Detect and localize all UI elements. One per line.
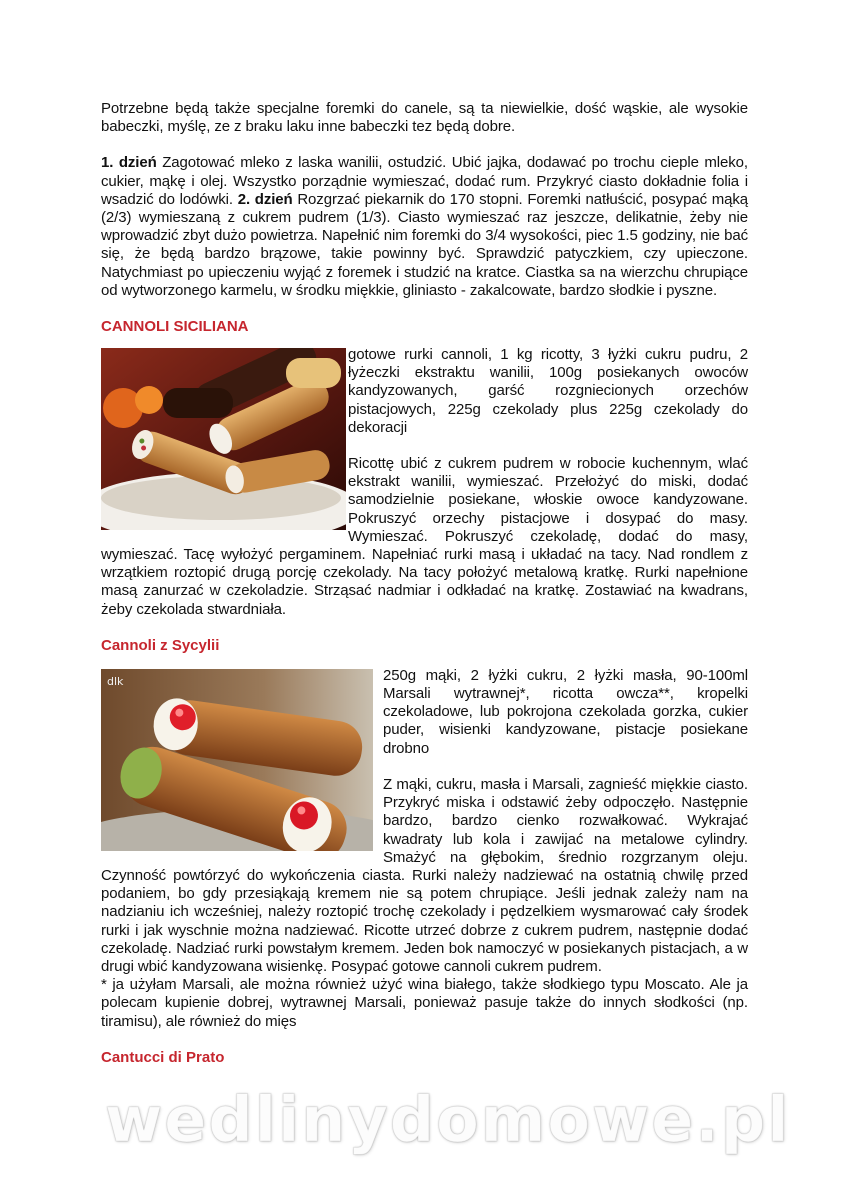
section-title-cannoli-z-sycylii: Cannoli z Sycylii [101, 636, 220, 654]
cannoli-siciliana-method: Ricottę ubić z cukrem pudrem w robocie kuchennym, wlać ekstrakt wanilii, wymieszać. Przełożyć do miski, dodać samodzielnie posiekane, włoskie owoce kandyzowane. Pokruszyć orzechy pistacjowe i dosypać do masy. Wymieszać. Pokruszyć czekoladę, dodać do masy, wymieszać. Tacę wyłożyć pergaminem. Napełniać rurki masą i układać na tacy. Nad rondlem z wrzątkiem roztopić drugą porcję czekolady. Na tacy położyć metalową kratkę. Rurki napełnione masą zanurzać w czekoladzie. Strząsać nadmiar i odkładać na kratkę. Zostawiać na kwadrans, żeby czekolada stwardniała. [101, 455, 748, 618]
cannoli-sycylii-ingredients: 250g mąki, 2 łyżki cukru, 2 łyżki masła, 90-100ml Marsali wytrawnej*, ricotta owcza**, kropelki czekoladowe, lub pokrojona czekolada gorzka, cukier puder, wisienki kandyzowane, pistacje posiekane drobno [383, 666, 748, 757]
cannoli-siciliana-photo [101, 348, 346, 530]
photo-watermark: dlk [107, 674, 124, 688]
cannoli-sycylii-method: Z mąki, cukru, masła i Marsali, zagnieść miękkie ciasto. Przykryć miska i odstawić żeby odpoczęło. Następnie bardzo, bardzo cienko rozwałkować. Wykrajać kwadraty lub kola i zawijać na metalowe cylindry. Smażyć na głębokim, średnio rozgrzanym oleju. Czynność powtórzyć do wykończenia ciasta. Rurki należy nadziewać na ostatnią chwilę przed podaniem, bo gdy przesiąkają kremem nie są potem chrupiące. Jeśli jednak zależy nam na nadzianiu ich wcześniej, należy roztopić trochę czekolady i pędzelkiem wysmarować cały środek rurki i jak wyschnie można nadziewać. Ricotte utrzeć dobrze z cukrem pudrem, następnie dodać czekoladę. Nadziać rurki powstałym kremem. Jeden bok namoczyć w posiekanych pistacjach, a w drugi wbić kandyzowana wisienkę. Posypać gotowe cannoli cukrem pudrem. [101, 775, 748, 975]
day2-text: Rozgrzać piekarnik do 170 stopni. Foremki natłuścić, posypać mąką (2/3) wymieszaną z cukrem pudrem (1/3). Ciasto wymieszać raz jeszcze, delikatnie, żeby nie wprowadzić zbyt dużo powietrza. Napełnić nim foremki do 3/4 wysokości, piec 1.5 godziny, nie bać się, że będą bardzo brązowe, takie powinny być. Sprawdzić patyczkiem, czy upieczone. Natychmiast po upieczeniu wyjąć z foremek i studzić na kratce. Ciastka sa na wierzchu chrupiące od wytworzonego karmelu, w środku miękkie, gliniasto - zakalcowate, bardzo słodkie i pyszne. [101, 190, 748, 299]
canele-recipe-paragraph [101, 154, 748, 300]
intro-paragraph: Potrzebne będą także specjalne foremki do canele, są ta niewielkie, dość wąskie, ale wysokie babeczki, myślę, ze z braku laku inne babeczki tez będą dobre. [101, 100, 748, 136]
section-title-cantucci-di-prato: Cantucci di Prato [101, 1048, 225, 1066]
cannoli-sycylii-footnote: * ja użyłam Marsali, ale można również użyć wina białego, także słodkiego typu Moscato. Ale ja polecam kupienie dobrej, wytrawnej Marsali, ponieważ pasuje także do innych słodkości (np. tiramisu), ale również do mięs [101, 976, 748, 1030]
day1-text: Zagotować mleko z laska wanilii, ostudzić. Ubić jajka, dodawać po trochu cieple mleko, cukier, mąkę i olej. Wszystko porządnie wymieszać, dodać rum. Przykryć ciasto dokładnie folia i wsadzić do lodówki. [101, 154, 748, 208]
cannoli-chocolate-photo-image [101, 348, 346, 530]
section-title-cannoli-siciliana: CANNOLI SICILIANA [101, 318, 249, 336]
day2-label: 2. dzień [237, 190, 293, 208]
day1-label: 1. dzień [101, 154, 157, 172]
cannoli-cherry-photo-image [101, 669, 373, 851]
cannoli-sycylii-photo [101, 669, 373, 851]
document-page [101, 100, 748, 1067]
site-watermark: wedlinydomowe.pl [105, 1083, 791, 1156]
cannoli-siciliana-ingredients: gotowe rurki cannoli, 1 kg ricotty, 3 łyżki cukru pudru, 2 łyżeczki ekstraktu wanilii, 100g posiekanych owoców kandyzowanych, garść rozgniecionych orzechów pistacjowych, 225g czekolady plus 225g czekolady do dekoracji [348, 346, 748, 436]
